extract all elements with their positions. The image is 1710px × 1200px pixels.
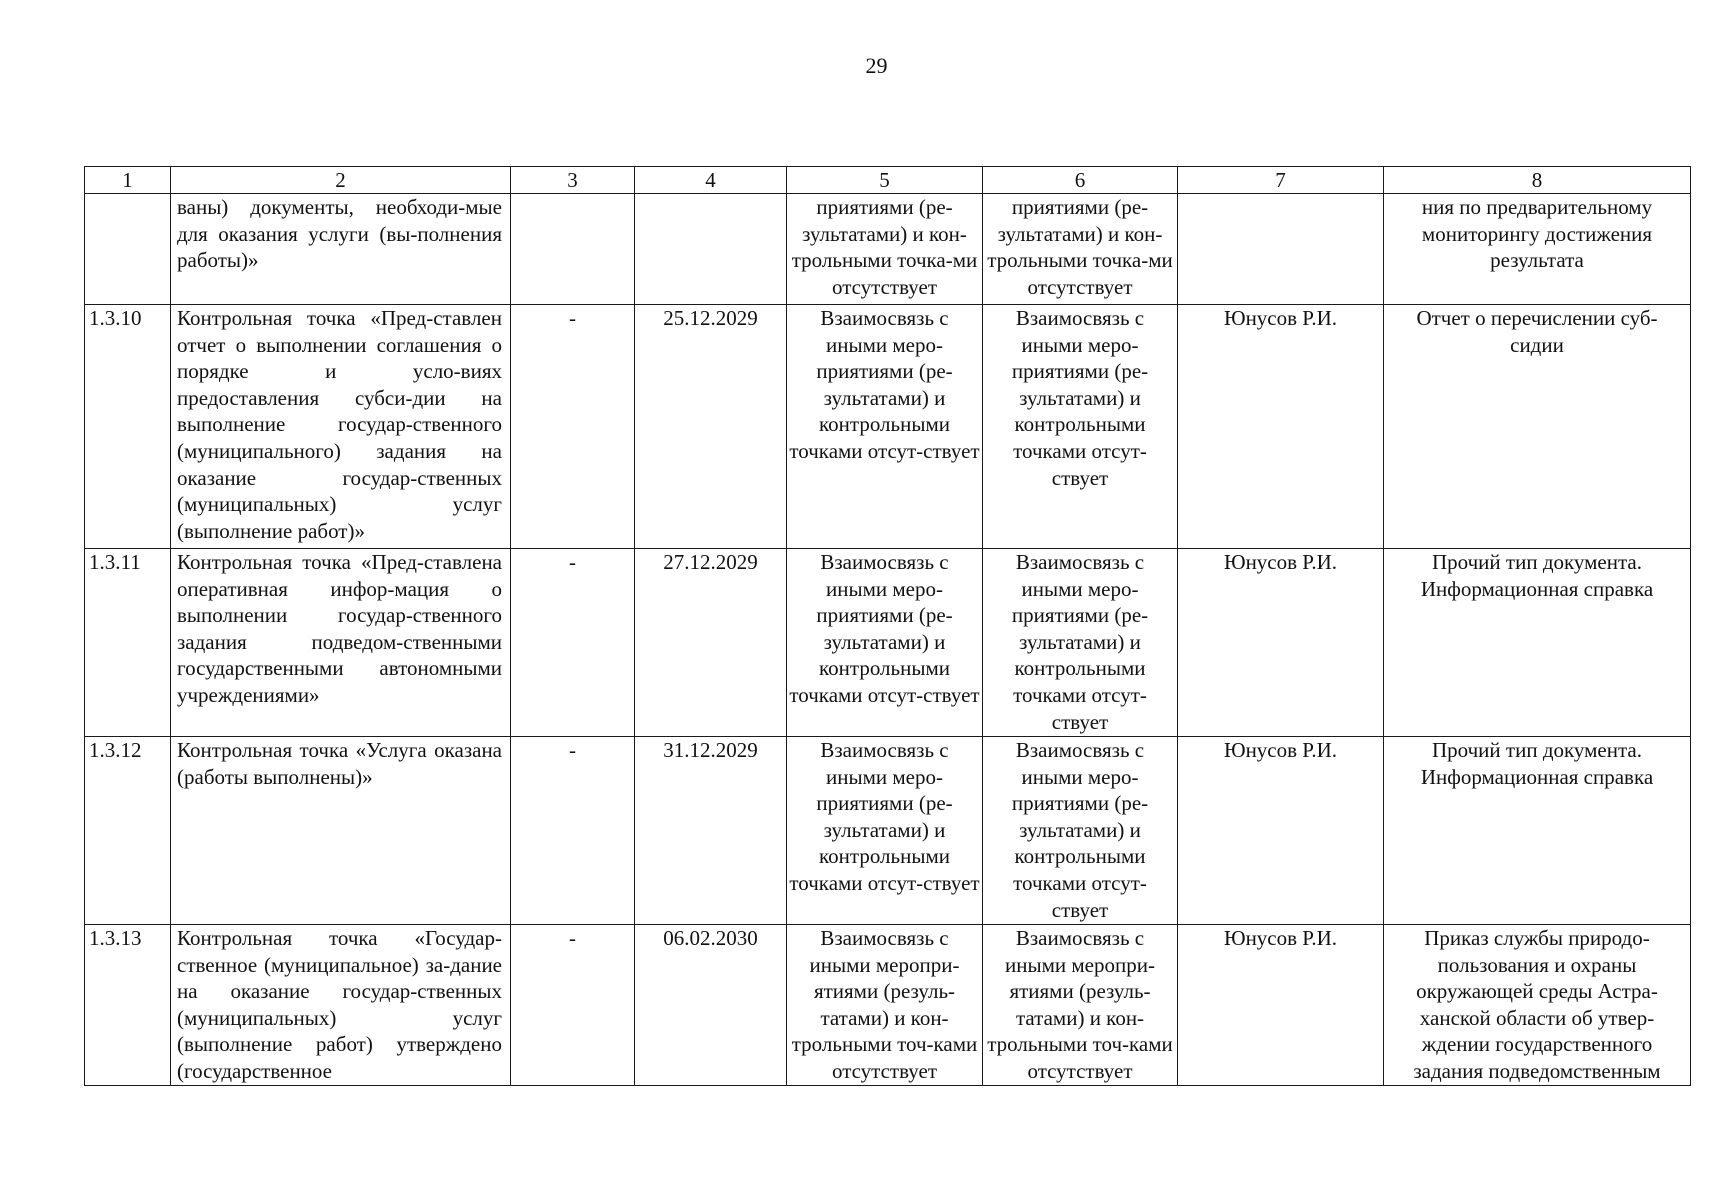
date-cell: 27.12.2029 [635, 549, 787, 737]
column-3-cell [511, 194, 635, 305]
responsible-cell: Юнусов Р.И. [1178, 549, 1384, 737]
column-3-cell: - [511, 305, 635, 549]
relation-text: Взаимосвязь с иными меро-приятиями (ре-зультатами) и контрольными точками отсут-ствует [789, 306, 980, 463]
date-cell: 06.02.2030 [635, 925, 787, 1086]
row-number-cell: 1.3.12 [85, 737, 171, 925]
table-row [85, 549, 1691, 737]
table-row [85, 737, 1691, 925]
table-row [85, 925, 1691, 1086]
relation-text: Взаимосвязь с иными меро-приятиями (ре-зультатами) и контрольными точками отсут-ствует [1011, 550, 1149, 734]
column-6-cell [983, 737, 1178, 925]
relation-text: Взаимосвязь с иными меро-приятиями (ре-зультатами) и контрольными точками отсут-ствует [1011, 738, 1149, 922]
row-name: Контрольная точка «Пред-ставлен отчет о выполнении соглашения о порядке и усло-виях предоставления субси-дии на выполнение государ-ственного (муниципального) задания на оказание государ-ственных (муниципальных) услуг (выполнение работ)» [177, 306, 502, 543]
document-text: Прочий тип документа. Информационная справка [1420, 550, 1654, 601]
column-5-cell [787, 549, 983, 737]
column-6-cell [983, 194, 1178, 305]
document-cell [1384, 737, 1691, 925]
column-3-cell: - [511, 737, 635, 925]
document-text: ния по предварительному мониторингу достижения результата [1421, 195, 1653, 273]
table-row [85, 305, 1691, 549]
row-name: Контрольная точка «Пред-ставлена оперативная инфор-мация о выполнении государ-ственного задания подведом-ственными государственными автономными учреждениями» [177, 550, 502, 707]
column-6-cell [983, 925, 1178, 1086]
table-header-row [85, 167, 1691, 194]
date-cell: 31.12.2029 [635, 737, 787, 925]
document-text: Приказ службы природо-пользования и охраны окружающей среды Астра-ханской области об утвер-ждении государственного задания подведомственным [1413, 926, 1661, 1083]
row-name-cell [171, 549, 511, 737]
relation-text: приятиями (ре-зультатами) и кон-трольными точка-ми отсутствует [987, 195, 1173, 299]
document-cell [1384, 305, 1691, 549]
row-name-cell [171, 305, 511, 549]
row-name-cell [171, 925, 511, 1086]
column-5-cell [787, 737, 983, 925]
header-cell: 8 [1384, 167, 1691, 194]
column-6-cell [983, 549, 1178, 737]
responsible-cell: Юнусов Р.И. [1178, 925, 1384, 1086]
date-cell: 25.12.2029 [635, 305, 787, 549]
relation-text: Взаимосвязь с иными меропри-ятиями (резуль-татами) и кон-трольными точ-ками отсутствует [791, 926, 978, 1083]
header-cell: 6 [983, 167, 1178, 194]
row-number-cell [85, 194, 171, 305]
header-cell: 1 [85, 167, 171, 194]
relation-text: Взаимосвязь с иными меропри-ятиями (резуль-татами) и кон-трольными точ-ками отсутствует [987, 926, 1173, 1083]
column-5-cell [787, 305, 983, 549]
relation-text: Взаимосвязь с иными меро-приятиями (ре-зультатами) и контрольными точками отсут-ствует [1011, 306, 1149, 490]
document-text: Прочий тип документа. Информационная справка [1420, 738, 1654, 789]
document-cell [1384, 194, 1691, 305]
row-number-cell: 1.3.10 [85, 305, 171, 549]
responsible-cell [1178, 194, 1384, 305]
document-cell [1384, 925, 1691, 1086]
row-name: Контрольная точка «Услуга оказана (работы выполнены)» [177, 738, 502, 789]
column-3-cell: - [511, 925, 635, 1086]
responsible-cell: Юнусов Р.И. [1178, 305, 1384, 549]
relation-text: приятиями (ре-зультатами) и кон-трольными точка-ми отсутствует [791, 195, 978, 299]
relation-text: Взаимосвязь с иными меро-приятиями (ре-зультатами) и контрольными точками отсут-ствует [789, 738, 980, 895]
header-cell: 3 [511, 167, 635, 194]
column-5-cell [787, 194, 983, 305]
column-5-cell [787, 925, 983, 1086]
document-text: Отчет о перечислении суб-сидии [1416, 306, 1658, 357]
row-name: Контрольная точка «Государ-ственное (муниципальное) за-дание на оказание государ-ственных (муниципальных) услуг (выполнение работ) утверждено (государственное [177, 926, 502, 1083]
column-6-cell [983, 305, 1178, 549]
header-cell: 7 [1178, 167, 1384, 194]
row-name: ваны) документы, необходи-мые для оказания услуги (вы-полнения работы)» [177, 195, 502, 273]
row-number-cell: 1.3.13 [85, 925, 171, 1086]
header-cell: 2 [171, 167, 511, 194]
page-number: 29 [865, 53, 888, 78]
column-3-cell: - [511, 549, 635, 737]
responsible-cell: Юнусов Р.И. [1178, 737, 1384, 925]
table-row-continuation [85, 194, 1691, 305]
plan-table [84, 166, 1691, 1086]
header-cell: 5 [787, 167, 983, 194]
relation-text: Взаимосвязь с иными меро-приятиями (ре-зультатами) и контрольными точками отсут-ствует [789, 550, 980, 707]
row-number-cell: 1.3.11 [85, 549, 171, 737]
row-name-cell [171, 194, 511, 305]
header-cell: 4 [635, 167, 787, 194]
row-name-cell [171, 737, 511, 925]
document-cell [1384, 549, 1691, 737]
date-cell [635, 194, 787, 305]
